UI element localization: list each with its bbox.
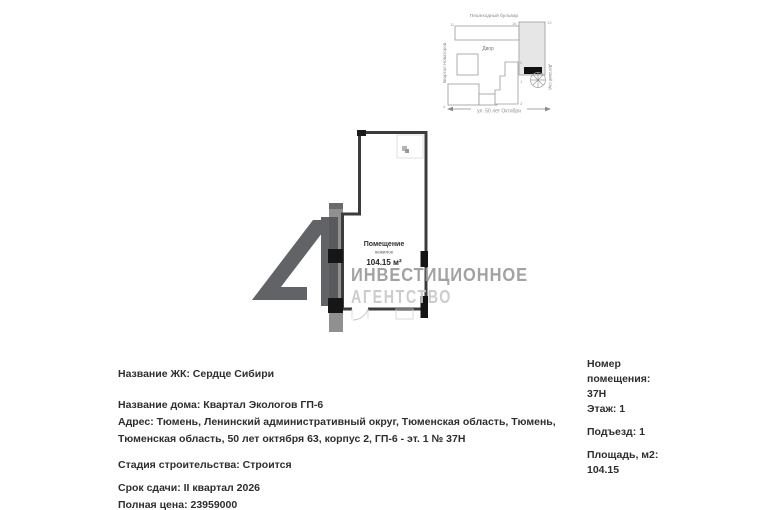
site-mark: 2 bbox=[520, 60, 523, 65]
site-plan-street-label: ул. 50 лет Октября bbox=[477, 108, 521, 115]
site-courtyard-label: Двор bbox=[482, 46, 494, 52]
site-mark: 16 bbox=[512, 21, 517, 26]
watermark-line2: АГЕНТСТВО bbox=[351, 287, 452, 307]
adjacent-wall-cap bbox=[329, 203, 343, 209]
watermark-line1: ИНВЕСТИЦИОННОЕ bbox=[351, 265, 528, 285]
column bbox=[328, 298, 343, 313]
room-type-label: нежилое bbox=[374, 249, 394, 255]
site-building-connector bbox=[479, 94, 497, 105]
a1-logo-crossbar bbox=[252, 287, 307, 300]
site-building-small bbox=[457, 54, 478, 75]
site-plan bbox=[442, 12, 554, 115]
room-area-label: 104.15 м² bbox=[366, 258, 402, 267]
a1-logo bbox=[252, 217, 338, 306]
construction-stage: Стадия строительства: Строится bbox=[118, 459, 292, 471]
unit-area-label: Площадь, м2: bbox=[587, 449, 659, 461]
deadline: Срок сдачи: II квартал 2026 bbox=[118, 482, 260, 494]
unit-number-label: Номер помещения: bbox=[587, 358, 651, 385]
room-name-label: Помещение bbox=[363, 241, 405, 248]
property-details bbox=[118, 366, 580, 510]
unit-area-value: 104.15 bbox=[587, 464, 620, 476]
site-mark: 4 bbox=[443, 104, 446, 109]
site-plan-right-label: Детский сад bbox=[548, 64, 553, 90]
complex-name: Название ЖК: Сердце Сибири bbox=[118, 368, 275, 380]
service-box bbox=[397, 135, 423, 158]
unit-entrance: Подъезд: 1 bbox=[587, 426, 645, 438]
wall-block bbox=[357, 130, 366, 136]
price: Полная цена: 23959000 bbox=[118, 499, 238, 510]
site-mark: 1 bbox=[520, 79, 523, 84]
column bbox=[328, 249, 343, 263]
site-building-north bbox=[455, 26, 519, 40]
site-mark: 11 bbox=[450, 22, 455, 27]
site-plan-left-label: Квартал Новаторов bbox=[442, 42, 447, 84]
unit-number-value: 37Н bbox=[587, 388, 607, 400]
site-plan-top-label: Пешеходный бульвар bbox=[469, 14, 519, 19]
site-building-southwest bbox=[448, 84, 479, 105]
house-name: Название дома: Квартал Экологов ГП-6 bbox=[118, 399, 324, 411]
site-mark: 3 bbox=[520, 101, 523, 106]
unit-floor: Этаж: 1 bbox=[587, 403, 626, 415]
service-box-glyph bbox=[405, 149, 409, 153]
unit-info bbox=[587, 357, 737, 478]
site-mark: 13 bbox=[547, 20, 552, 25]
door-swing bbox=[353, 309, 368, 320]
compass-icon bbox=[531, 73, 546, 88]
site-building-stepped bbox=[495, 62, 518, 104]
address: Адрес: Тюмень, Ленинский административный округ, Тюменская область, Тюмень, Тюменская область, 50 лет октября 63, корпус 2, ГП-6 - эт. 1 № 37Н bbox=[118, 416, 556, 445]
